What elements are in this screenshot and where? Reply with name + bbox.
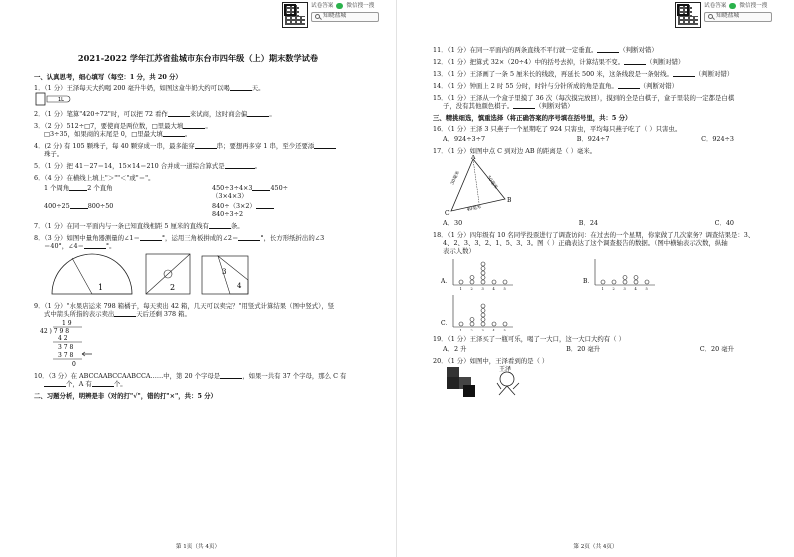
axis-tick: 4 <box>634 287 637 291</box>
dot-mark <box>612 280 616 284</box>
svg-text:40毫米: 40毫米 <box>466 205 482 213</box>
answer-blank[interactable] <box>209 222 231 229</box>
svg-text:1 9: 1 9 <box>62 320 72 327</box>
folded-paper-figure <box>202 256 248 294</box>
dot-mark <box>492 322 496 326</box>
question-4: 4．(2 分) 有 105 颗珠子，每 40 颗穿成一串，最多能穿 串；要想再多穿 1 串，至少还要添 珠子。 <box>34 142 376 158</box>
wechat-icon <box>336 3 343 9</box>
svg-text:4 2: 4 2 <box>58 335 68 342</box>
question-3: 3．（2 分）512÷□7，要使商是两位数，□里最大填 。 □3÷35，如果商的末尾是 0，□里最大填 。 <box>34 122 212 138</box>
brand-header-right <box>675 2 772 28</box>
question-8: 8．（3 分）如图中量角器测量的∠1＝ °，运用三角板拼成的∠2＝ °，长方形纸折出的∠3 ＝40°，∠4＝ °。 1 2 3 4 <box>34 234 376 298</box>
axis-tick: 2 <box>612 287 615 291</box>
dot-mark <box>470 318 474 322</box>
dot-mark <box>503 322 507 326</box>
dot-mark <box>623 276 627 280</box>
svg-text:30毫米: 30毫米 <box>450 170 462 186</box>
option-b[interactable]: B．924÷7 <box>576 135 610 143</box>
milk-box-label: 1L <box>58 97 64 103</box>
dot-mark <box>470 276 474 280</box>
axis-tick: 5 <box>503 287 506 291</box>
question-7: 7．（1 分）在同一平面内与一条已知直线相距 5 厘米的直线有 条。 <box>34 222 244 230</box>
dot-mark <box>601 280 605 284</box>
brand-wechat: 微信搜一搜 <box>739 3 768 9</box>
option-a[interactable]: A．2 升 <box>443 345 467 353</box>
section-2-heading: 二、习题分析，明辨是非（对的打"√"，错的打"×"，共：5 分） <box>34 392 217 400</box>
question-5: 5．（1 分）把 41－27＝14，15×14＝210 合并成一道综合算式是 。 <box>34 162 262 170</box>
dot-mark <box>481 271 485 275</box>
long-division-figure <box>34 318 94 368</box>
compare-blank[interactable] <box>256 202 274 209</box>
axis-tick: 3 <box>481 329 484 331</box>
option-c[interactable]: C．924÷3 <box>701 135 734 143</box>
question-10: 10．（3 分）在 ABCCAABCCAABCCA……中，第 20 个字母是 ，如果一共有 37 个字母，那么 C 有 个，A 有 个。 <box>34 372 347 388</box>
svg-text:A．: A． <box>441 278 452 285</box>
answer-blank[interactable] <box>163 130 185 137</box>
question-18: 18．（1 分）四年级有 10 名同学投票进行了调查访问：在过去的一个星期，你家做了几次家务？调查结果是：3、 4、2、3、3、2、1、5、3、3。图（ ）正确表达了这个调查报告的数据。（图中横轴表示次数，纵轴 表示人数） A． 1 2 3 4 5 B． 1 2 3 4 5 C． 1 2 3 4 5 <box>433 231 755 331</box>
compare-blank[interactable] <box>70 202 88 209</box>
compare-blank[interactable] <box>252 184 270 191</box>
angle-label-1: 1 <box>98 283 104 292</box>
question-14: 14．（1 分）钟面上 2 时 55 分时，时针与分针所成的角是直角。 （判断对错） <box>433 82 679 90</box>
svg-text:3 7 8: 3 7 8 <box>58 344 74 351</box>
svg-text:B: B <box>507 197 512 204</box>
dot-mark <box>492 280 496 284</box>
question-9: 9．（1 分）"水果店运来 798 箱橘子，每天卖出 42 箱，几天可以卖完？"用竖式计算结果（图中竖式），竖 式中箭头所指的表示卖出 天后还剩 378 箱。 1 9 42 ) 7 9 8 4 2 3 7 8 3 7 8 0 <box>34 302 335 368</box>
dot-mark <box>470 280 474 284</box>
qr-code-icon <box>282 2 308 28</box>
answer-blank[interactable] <box>314 142 336 149</box>
triangle-figure <box>443 155 533 217</box>
axis-tick: 5 <box>503 329 506 331</box>
answer-blank[interactable] <box>618 82 640 89</box>
angle-label-3: 3 <box>222 268 227 276</box>
answer-blank[interactable] <box>168 110 190 117</box>
brand-search-box[interactable] <box>704 12 772 22</box>
answer-blank[interactable] <box>247 110 269 117</box>
angle-figures <box>34 250 274 298</box>
question-2: 2．（1 分）笔算"420÷72"时，可以把 72 看作 来试商，这时商会偏 。 <box>34 110 276 118</box>
dot-mark <box>481 267 485 271</box>
answer-blank[interactable] <box>624 58 646 65</box>
wechat-icon <box>729 3 736 9</box>
compare-blank[interactable] <box>69 184 87 191</box>
chart-a-dots <box>459 262 507 291</box>
axis-tick: 1 <box>459 287 462 291</box>
brand-search-text: 知晓盐城 <box>323 13 347 20</box>
search-icon <box>315 14 320 19</box>
brand-wechat: 微信搜一搜 <box>346 3 375 9</box>
answer-blank[interactable] <box>673 70 695 77</box>
dot-mark <box>623 280 627 284</box>
svg-text:50毫米: 50毫米 <box>485 175 498 191</box>
protractor-figure <box>52 254 132 294</box>
dot-mark <box>634 276 638 280</box>
brand-header-left <box>282 2 379 28</box>
chart-a <box>440 259 513 291</box>
dot-mark <box>470 322 474 326</box>
question-15: 15．（1 分）王泽从一个盒子里摸了 36 次（每次摸完放回），摸到的全是白棋子，盒子里装的一定都是白棋 子，没有其他颜色棋子。 （判断对错） <box>433 94 735 110</box>
section-1-heading: 一、认真思考，细心填写（每空：1 分，共 20 分） <box>34 73 182 81</box>
axis-tick: 2 <box>470 329 473 331</box>
answer-blank[interactable] <box>597 46 619 53</box>
person-icon <box>500 372 514 386</box>
exam-page-2 <box>397 0 794 557</box>
triangle-ruler-figure <box>146 254 190 294</box>
answer-blank[interactable] <box>225 162 255 169</box>
page-footer-1: 第 1页（共 4页） <box>175 544 221 551</box>
option-c[interactable]: C．40 <box>714 219 734 227</box>
axis-tick: 1 <box>459 329 462 331</box>
question-6: 6．（4 分）在横线上填上"＞""＜"或"＝"。 1 个周角 2 个直角 450÷3÷4×3 450÷（3×4×3） 400÷25 800÷50 840÷（3×2）840÷3÷2 <box>34 174 289 218</box>
axis-tick: 4 <box>492 287 495 291</box>
axis-tick: 1 <box>601 287 604 291</box>
dot-chart-figures <box>433 255 753 331</box>
option-a[interactable]: A．30 <box>443 219 463 227</box>
axis-tick: 3 <box>623 287 626 291</box>
dot-mark <box>481 276 485 280</box>
question-19: 19．（1 分）王泽买了一瓶可乐，喝了一大口，这一大口大约有（ ） A．2 升 B．20 毫升 C．20 毫升 <box>433 335 734 353</box>
answer-blank[interactable] <box>238 234 260 241</box>
person-label: 王泽 <box>499 366 512 373</box>
chart-b-dots <box>601 276 649 292</box>
dot-mark <box>645 280 649 284</box>
dot-mark <box>481 262 485 266</box>
question-11: 11．（1 分）在同一平面内的两条直线不平行就一定垂直。 （判断对错） <box>433 46 658 54</box>
svg-text:42 ) 7 9 8: 42 ) 7 9 8 <box>40 328 70 335</box>
axis-tick: 5 <box>645 287 648 291</box>
arrow-icon <box>82 352 92 356</box>
angle-label-2: 2 <box>170 283 176 292</box>
brand-label: 试卷答案 <box>311 3 334 9</box>
svg-text:C: C <box>445 210 450 217</box>
search-icon <box>708 14 713 19</box>
dot-mark <box>481 318 485 322</box>
angle-label-4: 4 <box>237 282 242 290</box>
answer-blank[interactable] <box>183 122 205 129</box>
svg-text:B．: B． <box>583 278 594 285</box>
svg-text:A: A <box>471 155 476 161</box>
dot-mark <box>481 280 485 284</box>
dot-mark <box>459 280 463 284</box>
answer-blank[interactable] <box>140 234 162 241</box>
dot-mark <box>634 280 638 284</box>
brand-search-box[interactable] <box>311 12 379 22</box>
dot-mark <box>481 322 485 326</box>
answer-blank[interactable] <box>44 380 66 387</box>
answer-blank[interactable] <box>84 242 106 249</box>
question-16: 16．（1 分）王泽 3 只燕子一个星期吃了 924 只害虫，平均每只燕子吃了（ ）只害虫。 A．924÷3÷7 B．924÷7 C．924÷3 <box>433 125 734 143</box>
question-20: 20．（1 分）如图中，王泽看到的是（ ） 王泽 <box>433 357 774 399</box>
answer-blank[interactable] <box>230 84 252 91</box>
dot-mark <box>459 322 463 326</box>
cube-view-figure <box>441 365 551 399</box>
question-12: 12．（1 分）把算式 32×（20÷4）中的括号去掉，计算结果不变。 （判断对错） <box>433 58 685 66</box>
section-3-heading: 三、精挑细选，慎重选择（将正确答案的序号填在括号里，共：5 分） <box>433 114 632 122</box>
axis-tick: 4 <box>492 329 495 331</box>
option-b[interactable]: B．20 毫升 <box>566 345 601 353</box>
option-a[interactable]: A．924÷3÷7 <box>443 135 486 143</box>
dot-mark <box>503 280 507 284</box>
question-17: 17．（1 分）如图中点 C 到对边 AB 的距离是（ ）毫米。 A B C 50毫米 30毫米 40毫米 A．30 B．24 C．40 <box>433 147 734 227</box>
axis-tick: 2 <box>470 287 473 291</box>
dot-mark <box>481 313 485 317</box>
question-13: 13．（1 分）王泽画了一条 5 厘米长的线段，再延长 500 米，这条线段是一条射线。 （判断对错） <box>433 70 734 78</box>
chart-b <box>583 259 655 291</box>
brand-search-text: 知晓盐城 <box>716 13 740 20</box>
dot-mark <box>481 304 485 308</box>
answer-blank[interactable] <box>220 372 242 379</box>
page-footer-2: 第 2页（共 4页） <box>573 544 618 551</box>
milk-box-figure <box>34 92 80 106</box>
answer-blank[interactable] <box>114 310 136 317</box>
svg-text:3 7 8: 3 7 8 <box>58 352 74 359</box>
option-b[interactable]: B．24 <box>578 219 598 227</box>
qr-code-icon <box>675 2 701 28</box>
answer-blank[interactable] <box>92 380 114 387</box>
question-1: 1．（1 分）王泽每天大约喝 200 毫升牛奶，如图这盒牛奶大约可以喝 天。 1L <box>34 84 376 106</box>
axis-tick: 3 <box>481 287 484 291</box>
svg-text:C．: C． <box>441 320 452 327</box>
dot-mark <box>481 309 485 313</box>
brand-label: 试卷答案 <box>704 3 727 9</box>
option-c[interactable]: C．20 毫升 <box>699 345 734 353</box>
exam-title: 2021-2022 学年江苏省盐城市东台市四年级（上）期末数学试卷 <box>77 53 319 63</box>
answer-blank[interactable] <box>513 102 535 109</box>
svg-text:0: 0 <box>72 361 76 368</box>
chart-c <box>441 295 513 331</box>
answer-blank[interactable] <box>195 142 217 149</box>
